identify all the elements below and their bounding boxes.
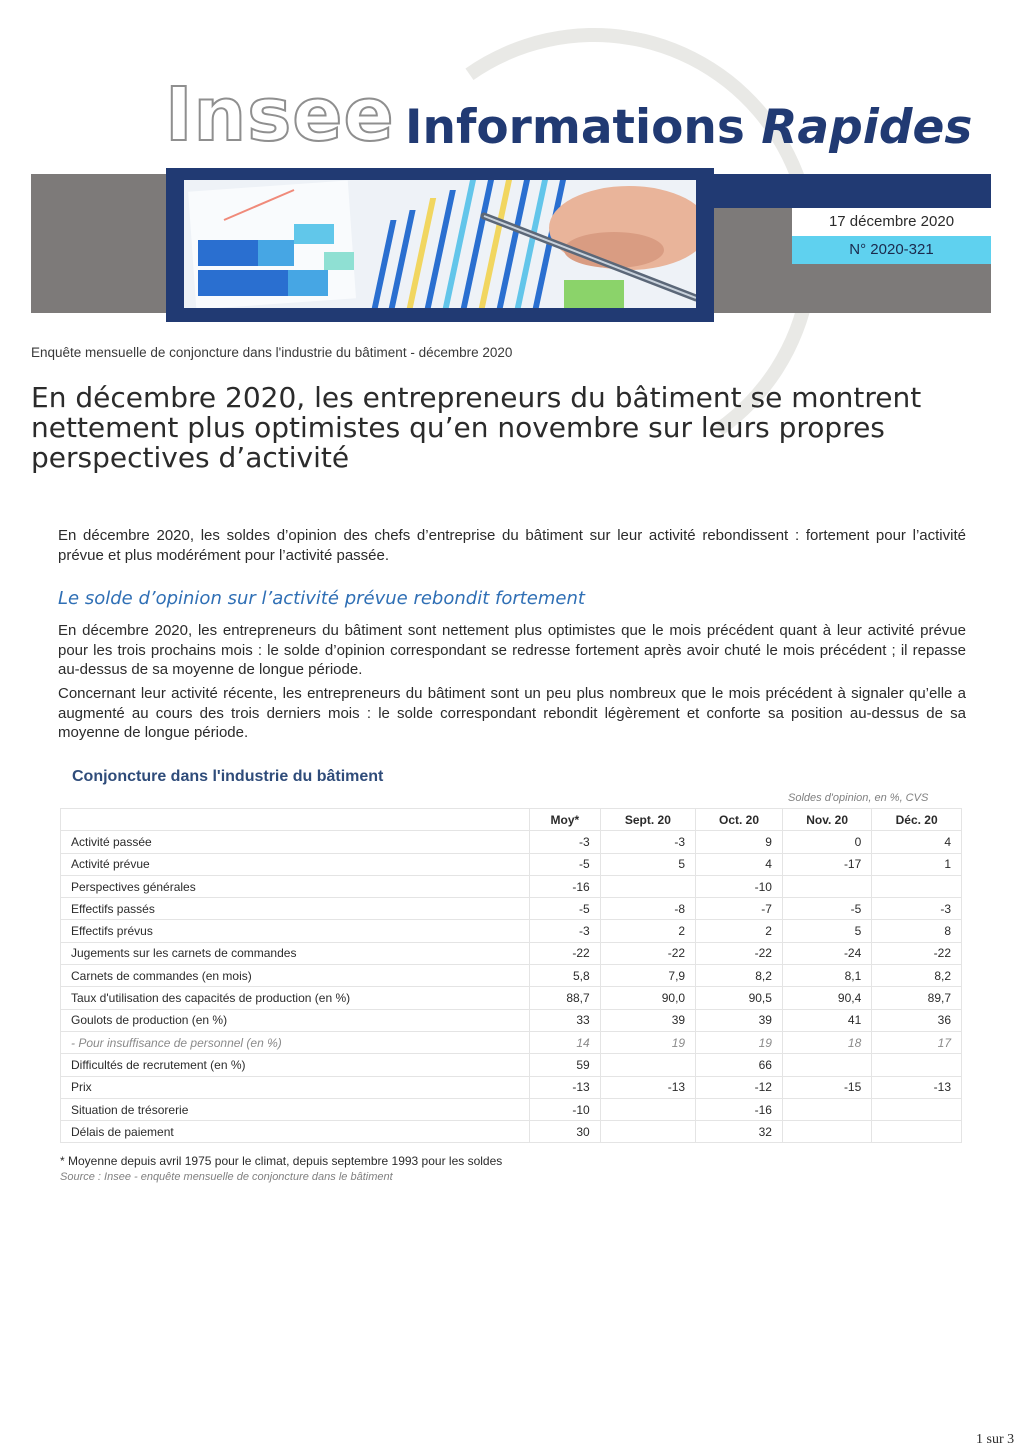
section-heading: Le solde d’opinion sur l’activité prévue rebondit fortement (58, 588, 585, 609)
table-cell: 5 (782, 920, 871, 942)
header (0, 0, 1024, 330)
table-units-note: Soldes d'opinion, en %, CVS (788, 792, 929, 804)
table-cell: 7,9 (600, 965, 695, 987)
row-label: Jugements sur les carnets de commandes (61, 942, 530, 964)
table-source: Source : Insee - enquête mensuelle de conjoncture dans le bâtiment (60, 1171, 393, 1183)
table-cell: 33 (530, 1009, 601, 1031)
table-row (61, 920, 962, 942)
chart-photo-illustration (184, 180, 696, 308)
row-label: Activité prévue (61, 853, 530, 875)
table-cell: -15 (782, 1076, 871, 1098)
row-label: Difficultés de recrutement (en %) (61, 1054, 530, 1076)
table-cell: -24 (782, 942, 871, 964)
row-label: Situation de trésorerie (61, 1098, 530, 1120)
table-row (61, 1098, 962, 1120)
column-header: Oct. 20 (696, 809, 783, 831)
table-row (61, 875, 962, 897)
row-label: Prix (61, 1076, 530, 1098)
table-cell (600, 875, 695, 897)
table-cell: 8,2 (696, 965, 783, 987)
table-cell: 19 (600, 1031, 695, 1053)
table-row (61, 1031, 962, 1053)
row-label: Carnets de commandes (en mois) (61, 965, 530, 987)
table-cell: -5 (530, 853, 601, 875)
table-cell: -22 (696, 942, 783, 964)
table-cell: -3 (600, 831, 695, 853)
table-cell: 8,2 (872, 965, 962, 987)
table-cell: 90,4 (782, 987, 871, 1009)
table-cell: 36 (872, 1009, 962, 1031)
table-cell (872, 1054, 962, 1076)
table-row (61, 987, 962, 1009)
intro-paragraph: En décembre 2020, les soldes d’opinion des chefs d’entreprise du bâtiment sur leur activité rebondissent : fortement pour l’activité prévue et plus modérément pour l’activité passée. (58, 527, 966, 564)
table-row (61, 1054, 962, 1076)
brand-italic: Rapides (761, 100, 973, 155)
table-cell (872, 1121, 962, 1143)
row-label: Activité passée (61, 831, 530, 853)
table-body (61, 831, 962, 1143)
table-cell: -8 (600, 898, 695, 920)
table-cell: 30 (530, 1121, 601, 1143)
table-cell: 2 (600, 920, 695, 942)
column-header: Nov. 20 (782, 809, 871, 831)
publication-date: 17 décembre 2020 (792, 208, 991, 236)
header-photo-frame (166, 168, 714, 322)
table-cell (872, 1098, 962, 1120)
table-cell: 2 (696, 920, 783, 942)
table-cell (600, 1098, 695, 1120)
table-cell: 0 (782, 831, 871, 853)
table-cell: -3 (530, 831, 601, 853)
table-cell: 59 (530, 1054, 601, 1076)
table-cell: 39 (696, 1009, 783, 1031)
table-cell: 66 (696, 1054, 783, 1076)
table-cell: -7 (696, 898, 783, 920)
table-cell: -13 (872, 1076, 962, 1098)
publication-title (405, 100, 973, 155)
row-label: Taux d'utilisation des capacités de production (en %) (61, 987, 530, 1009)
conjuncture-table (60, 808, 962, 1143)
table-cell: -10 (530, 1098, 601, 1120)
survey-kicker: Enquête mensuelle de conjoncture dans l'industrie du bâtiment - décembre 2020 (31, 345, 513, 360)
table-cell (782, 1098, 871, 1120)
column-header: Déc. 20 (872, 809, 962, 831)
table-cell: 4 (696, 853, 783, 875)
table-row (61, 1076, 962, 1098)
table-row (61, 942, 962, 964)
table-cell: 88,7 (530, 987, 601, 1009)
table-cell: 4 (872, 831, 962, 853)
table-row (61, 965, 962, 987)
table-cell: 8,1 (782, 965, 871, 987)
table-cell: 5 (600, 853, 695, 875)
table-cell: 14 (530, 1031, 601, 1053)
column-header-label (61, 809, 530, 831)
table-cell: -12 (696, 1076, 783, 1098)
body-paragraph-1: En décembre 2020, les entrepreneurs du bâtiment sont nettement plus optimistes que le mois précédent quant à leur activité prévue pour les trois prochains mois : le solde d’opinion correspondant se redresse fortement après avoir chuté le mois précédent ; il repasse au-dessus de sa moyenne de longue période. (58, 622, 966, 678)
table-row (61, 1009, 962, 1031)
table-cell: 8 (872, 920, 962, 942)
table-cell: -5 (530, 898, 601, 920)
table-cell: -5 (782, 898, 871, 920)
header-accent-bar (700, 174, 991, 208)
table-row (61, 831, 962, 853)
table-cell: 32 (696, 1121, 783, 1143)
insee-logo: Insee (165, 72, 395, 158)
table-cell: 90,5 (696, 987, 783, 1009)
row-label: Effectifs prévus (61, 920, 530, 942)
table-cell: -16 (530, 875, 601, 897)
table-cell (782, 1054, 871, 1076)
row-label: Délais de paiement (61, 1121, 530, 1143)
row-label: - Pour insuffisance de personnel (en %) (61, 1031, 530, 1053)
table-cell: 19 (696, 1031, 783, 1053)
table-cell: -17 (782, 853, 871, 875)
row-label: Perspectives générales (61, 875, 530, 897)
table-cell: -22 (530, 942, 601, 964)
publication-number: N° 2020-321 (792, 236, 991, 264)
table-cell: -3 (872, 898, 962, 920)
table-cell: 18 (782, 1031, 871, 1053)
column-header: Sept. 20 (600, 809, 695, 831)
table-cell (600, 1121, 695, 1143)
column-header: Moy* (530, 809, 601, 831)
table-row (61, 853, 962, 875)
table-header-row (61, 809, 962, 831)
table-cell: -13 (530, 1076, 601, 1098)
table-cell: -3 (530, 920, 601, 942)
table-cell (782, 875, 871, 897)
table-cell: 9 (696, 831, 783, 853)
table-cell: -22 (872, 942, 962, 964)
table-cell: -10 (696, 875, 783, 897)
table-cell: 39 (600, 1009, 695, 1031)
table-cell: 5,8 (530, 965, 601, 987)
brand-main: Informations (405, 100, 745, 155)
row-label: Goulots de production (en %) (61, 1009, 530, 1031)
table-cell: 90,0 (600, 987, 695, 1009)
table-cell: -22 (600, 942, 695, 964)
table-cell: 41 (782, 1009, 871, 1031)
table-row (61, 1121, 962, 1143)
table-cell (782, 1121, 871, 1143)
table-cell (872, 875, 962, 897)
table-cell: 17 (872, 1031, 962, 1053)
row-label: Effectifs passés (61, 898, 530, 920)
page-title: En décembre 2020, les entrepreneurs du bâtiment se montrent nettement plus optimistes qu’en novembre sur leurs propres perspectives d’activité (31, 381, 922, 474)
table-row (61, 898, 962, 920)
table-cell: -13 (600, 1076, 695, 1098)
body-paragraph-2: Concernant leur activité récente, les entrepreneurs du bâtiment sont un peu plus nombreux que le mois précédent à signaler qu’elle a augmenté au cours des trois derniers mois : le solde correspondant rebondit légèrement et conforte sa position au-dessus de sa moyenne de longue période. (58, 685, 966, 741)
header-photo (184, 180, 696, 308)
table-cell: -16 (696, 1098, 783, 1120)
table-footnote: * Moyenne depuis avril 1975 pour le climat, depuis septembre 1993 pour les soldes (60, 1154, 503, 1168)
table-cell: 1 (872, 853, 962, 875)
table-title: Conjoncture dans l'industrie du bâtiment (72, 768, 384, 785)
table-cell: 89,7 (872, 987, 962, 1009)
table-cell (600, 1054, 695, 1076)
page-number: 1 sur 3 (976, 1432, 1015, 1447)
